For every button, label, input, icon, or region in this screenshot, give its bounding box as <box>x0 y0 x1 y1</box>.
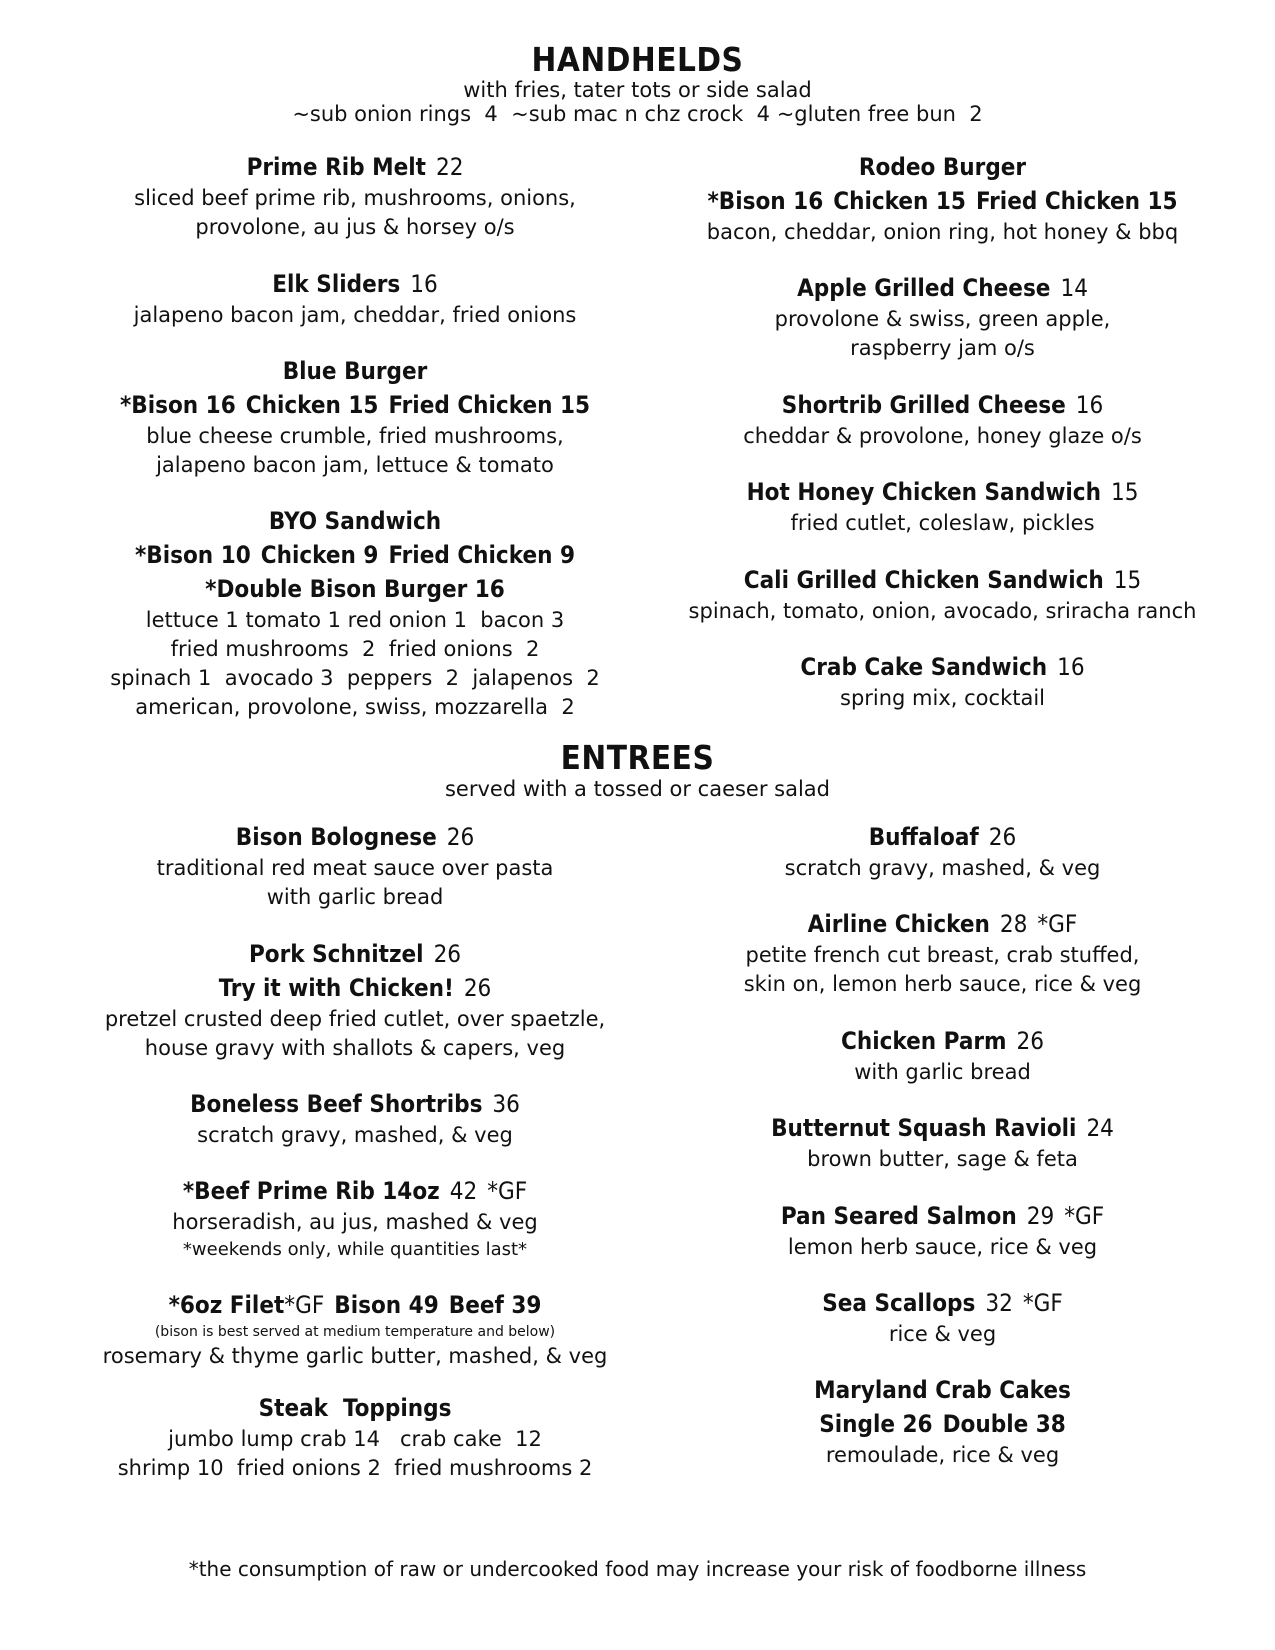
item-desc: jalapeno bacon jam, lettuce & tomato <box>156 453 554 477</box>
item-desc: raspberry jam o/s <box>850 336 1035 360</box>
item-name: Shortrib Grilled Cheese <box>781 391 1066 419</box>
menu-item <box>650 820 1235 883</box>
item-desc: horseradish, au jus, mashed & veg <box>172 1210 538 1234</box>
item-desc: spinach, tomato, onion, avocado, sriracha ranch <box>688 599 1197 623</box>
item-name: Boneless Beef Shortribs <box>190 1090 483 1118</box>
item-desc: scratch gravy, mashed, & veg <box>784 856 1101 880</box>
menu-item <box>650 1286 1235 1349</box>
foodborne-illness-disclaimer: *the consumption of raw or undercooked food may increase your risk of foodborne illness <box>188 1557 1087 1581</box>
item-name: Apple Grilled Cheese <box>797 274 1051 302</box>
menu-item <box>60 1288 650 1371</box>
item-name: Hot Honey Chicken Sandwich <box>746 478 1101 506</box>
item-desc: provolone, au jus & horsey o/s <box>195 215 515 239</box>
menu-item <box>650 907 1235 999</box>
item-price: 26 <box>433 940 462 968</box>
menu-item <box>650 150 1235 247</box>
item-note: *weekends only, while quantities last* <box>182 1239 528 1260</box>
item-option: Fried Chicken 15 <box>975 187 1178 215</box>
menu-item <box>60 937 650 1063</box>
item-desc: spring mix, cocktail <box>840 686 1045 710</box>
menu-item <box>60 1087 650 1150</box>
menu-item <box>650 1111 1235 1174</box>
item-option: *Bison 16 <box>119 391 236 419</box>
item-desc: skin on, lemon herb sauce, rice & veg <box>743 972 1142 996</box>
item-name: Maryland Crab Cakes <box>814 1376 1071 1404</box>
item-desc: petite french cut breast, crab stuffed, <box>745 943 1140 967</box>
item-name: Buffaloaf <box>868 823 979 851</box>
item-option: Beef 39 <box>448 1291 542 1319</box>
item-name-alt: Try it with Chicken! <box>218 974 454 1002</box>
item-price-alt: 26 <box>463 974 492 1002</box>
item-price: 24 <box>1086 1114 1114 1142</box>
menu-item <box>60 820 650 912</box>
item-price: 15 <box>1113 566 1142 594</box>
menu-item <box>60 504 650 722</box>
item-name: Cali Grilled Chicken Sandwich <box>743 566 1104 594</box>
menu-item <box>60 150 650 242</box>
gluten-free-tag: *GF <box>1064 1202 1105 1230</box>
handhelds-title: HANDHELDS <box>531 40 744 79</box>
item-price: 26 <box>446 823 475 851</box>
menu-item <box>60 354 650 480</box>
item-option: *Bison 10 <box>134 541 251 569</box>
item-name: Crab Cake Sandwich <box>800 653 1048 681</box>
item-name: Airline Chicken <box>807 910 990 938</box>
item-desc: fried mushrooms 2 fried onions 2 <box>170 637 540 661</box>
item-price: 32 <box>985 1289 1013 1317</box>
item-name: Prime Rib Melt <box>246 153 426 181</box>
item-option: Chicken 15 <box>245 391 379 419</box>
item-option: Fried Chicken 9 <box>388 541 575 569</box>
item-option: Bison 49 <box>334 1291 439 1319</box>
item-price: 28 <box>999 910 1028 938</box>
item-price: 22 <box>435 153 464 181</box>
item-option: Chicken 9 <box>260 541 379 569</box>
menu-item <box>650 271 1235 363</box>
item-price: 29 <box>1026 1202 1055 1230</box>
item-desc: lemon herb sauce, rice & veg <box>787 1235 1098 1259</box>
menu-item <box>650 1199 1235 1262</box>
item-option: Chicken 15 <box>833 187 966 215</box>
item-name: Rodeo Burger <box>858 153 1027 181</box>
item-name: Steak Toppings <box>258 1394 452 1422</box>
menu-item <box>650 475 1235 538</box>
menu-item <box>60 1174 650 1263</box>
item-desc: bacon, cheddar, onion ring, hot honey & bbq <box>706 220 1179 244</box>
item-price: 16 <box>410 270 438 298</box>
item-desc: lettuce 1 tomato 1 red onion 1 bacon 3 <box>145 608 565 632</box>
item-desc: traditional red meat sauce over pasta <box>156 856 554 880</box>
handhelds-subtitle: with fries, tater tots or side salad <box>463 78 812 102</box>
item-price: 26 <box>1016 1027 1045 1055</box>
menu-item <box>650 388 1235 451</box>
item-desc: spinach 1 avocado 3 peppers 2 jalapenos 2 <box>110 666 600 690</box>
item-desc: with garlic bread <box>854 1060 1031 1084</box>
item-desc: jalapeno bacon jam, cheddar, fried onions <box>133 303 577 327</box>
item-desc: american, provolone, swiss, mozzarella 2 <box>135 695 575 719</box>
gluten-free-tag: *GF <box>487 1177 528 1205</box>
item-price: 14 <box>1060 274 1088 302</box>
item-price: 26 <box>988 823 1017 851</box>
item-desc: sliced beef prime rib, mushrooms, onions, <box>134 186 576 210</box>
menu-item <box>650 1024 1235 1087</box>
item-name: Sea Scallops <box>822 1289 976 1317</box>
item-name: Blue Burger <box>282 357 428 385</box>
gluten-free-tag: *GF <box>1022 1289 1063 1317</box>
gluten-free-tag: *GF <box>284 1291 325 1319</box>
item-desc: rosemary & thyme garlic butter, mashed, & veg <box>102 1344 608 1368</box>
item-name: Bison Bolognese <box>235 823 437 851</box>
item-desc: with garlic bread <box>266 885 444 909</box>
item-name: BYO Sandwich <box>268 507 442 535</box>
item-desc: rice & veg <box>888 1322 997 1346</box>
item-desc: provolone & swiss, green apple, <box>774 307 1111 331</box>
item-option: Double 38 <box>942 1410 1066 1438</box>
item-desc: remoulade, rice & veg <box>825 1443 1060 1467</box>
item-desc: shrimp 10 fried onions 2 fried mushrooms 2 <box>117 1456 593 1480</box>
item-name: Butternut Squash Ravioli <box>771 1114 1077 1142</box>
item-price: 15 <box>1110 478 1139 506</box>
item-desc: brown butter, sage & feta <box>807 1147 1078 1171</box>
item-price: 16 <box>1075 391 1104 419</box>
entrees-title: ENTREES <box>560 738 715 777</box>
item-option: *Bison 16 <box>707 187 824 215</box>
item-option: Fried Chicken 15 <box>388 391 591 419</box>
item-name: Elk Sliders <box>272 270 401 298</box>
item-name: Chicken Parm <box>840 1027 1007 1055</box>
item-desc: scratch gravy, mashed, & veg <box>197 1123 513 1147</box>
gluten-free-tag: *GF <box>1037 910 1078 938</box>
item-small-note: (bison is best served at medium temperature and below) <box>154 1324 556 1340</box>
menu-item <box>60 267 650 330</box>
item-desc: cheddar & provolone, honey glaze o/s <box>743 424 1142 448</box>
menu-item <box>60 1391 650 1483</box>
menu-item <box>650 563 1235 626</box>
item-name: Pan Seared Salmon <box>780 1202 1017 1230</box>
item-option: Single 26 <box>819 1410 933 1438</box>
handhelds-substitutions: ~sub onion rings 4 ~sub mac n chz crock 4 ~gluten free bun 2 <box>292 102 983 126</box>
item-desc: house gravy with shallots & capers, veg <box>144 1036 566 1060</box>
item-name: *Beef Prime Rib 14oz <box>182 1177 440 1205</box>
item-desc: blue cheese crumble, fried mushrooms, <box>146 424 564 448</box>
entrees-subtitle: served with a tossed or caeser salad <box>444 777 830 801</box>
item-name: *6oz Filet <box>168 1291 285 1319</box>
item-price: 36 <box>492 1090 520 1118</box>
item-price: 42 <box>449 1177 478 1205</box>
item-desc: fried cutlet, coleslaw, pickles <box>790 511 1095 535</box>
item-option: *Double Bison Burger 16 <box>205 575 505 603</box>
item-price: 16 <box>1057 653 1085 681</box>
item-name: Pork Schnitzel <box>248 940 424 968</box>
item-desc: jumbo lump crab 14 crab cake 12 <box>168 1427 542 1451</box>
menu-item <box>650 1373 1235 1470</box>
item-desc: pretzel crusted deep fried cutlet, over spaetzle, <box>104 1007 606 1031</box>
menu-item <box>650 650 1235 713</box>
